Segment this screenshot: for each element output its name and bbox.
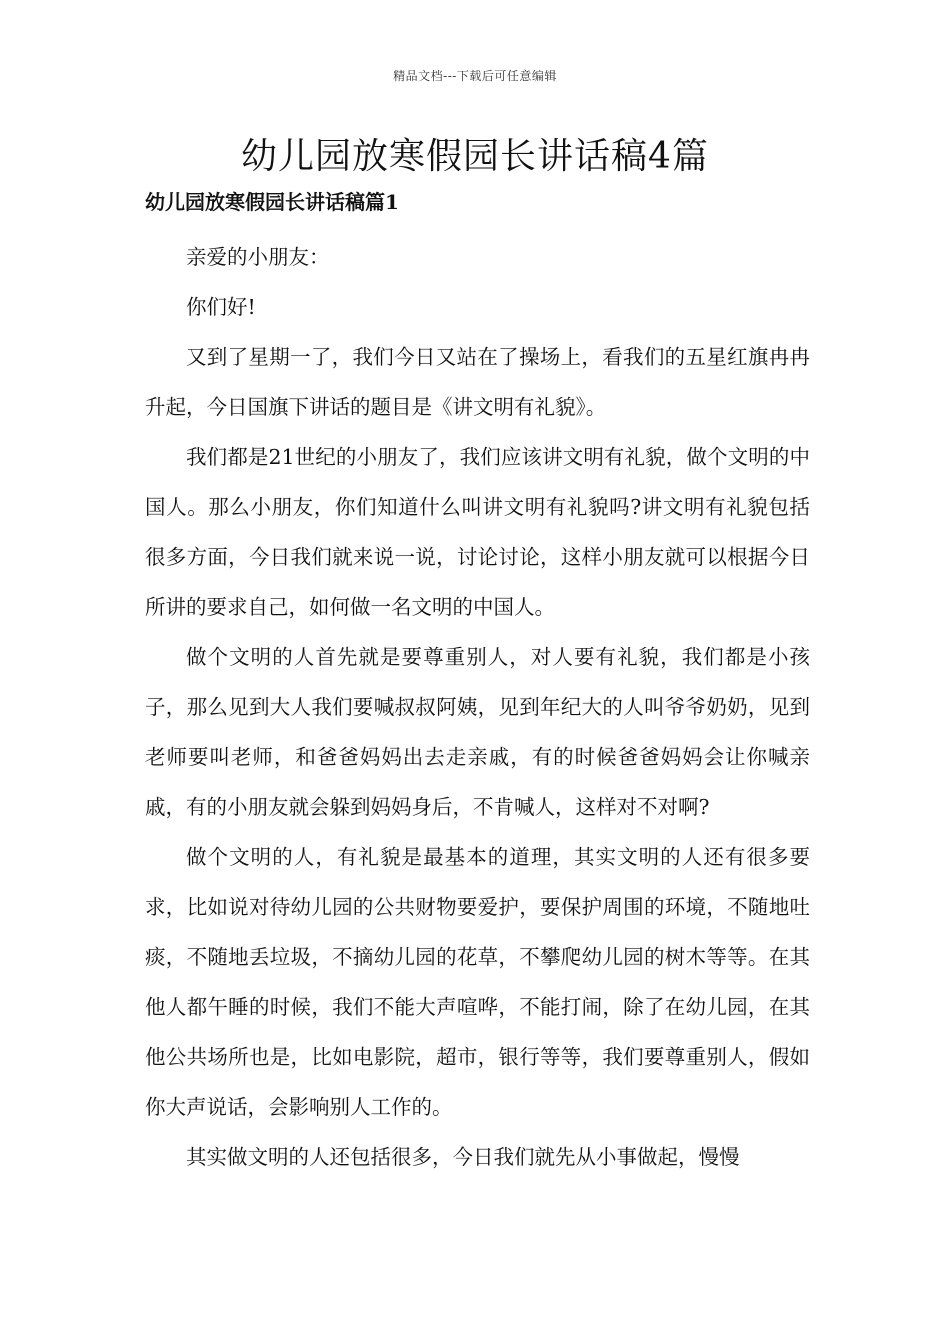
paragraph: 其实做文明的人还包括很多，今日我们就先从小事做起，慢慢	[186, 1145, 740, 1169]
paragraph: 做个文明的人，有礼貌是最基本的道理，其实文明的人还有很多要求，比如说对待幼儿园的公共财物要爱护，要保护周围的环境，不随地吐痰，不随地丢垃圾，不摘幼儿园的花草，不攀爬幼儿园的树木等等。在其他人都午睡的时候，我们不能大声喧哗，不能打闹，除了在幼儿园，在其他公共场所也是，比如电影院，超市，银行等等，我们要尊重别人，假如你大声说话，会影响别人工作的。	[145, 845, 810, 1119]
paragraph: 做个文明的人首先就是要尊重别人，对人要有礼貌，我们都是小孩子，那么见到大人我们要喊叔叔阿姨，见到年纪大的人叫爷爷奶奶，见到老师要叫老师，和爸爸妈妈出去走亲戚，有的时候爸爸妈妈会让你喊亲戚，有的小朋友就会躲到妈妈身后，不肯喊人，这样对不对啊?	[145, 645, 810, 819]
paragraph-greeting: 亲爱的小朋友：	[186, 245, 330, 269]
paragraph-hello: 你们好!	[186, 295, 256, 319]
body-text	[145, 232, 810, 1182]
document-title: 幼儿园放寒假园长讲话稿4篇	[241, 136, 709, 177]
section-title: 幼儿园放寒假园长讲话稿篇1	[145, 190, 399, 214]
header-note: 精品文档---下载后可任意编辑	[393, 69, 557, 83]
paragraph: 又到了星期一了，我们今日又站在了操场上，看我们的五星红旗冉冉升起，今日国旗下讲话的题目是《讲文明有礼貌》。	[145, 345, 810, 419]
paragraph: 我们都是21世纪的小朋友了，我们应该讲文明有礼貌，做个文明的中国人。那么小朋友，你们知道什么叫讲文明有礼貌吗?讲文明有礼貌包括很多方面，今日我们就来说一说，讨论讨论，这样小朋友就可以根据今日所讲的要求自己，如何做一名文明的中国人。	[145, 445, 810, 619]
